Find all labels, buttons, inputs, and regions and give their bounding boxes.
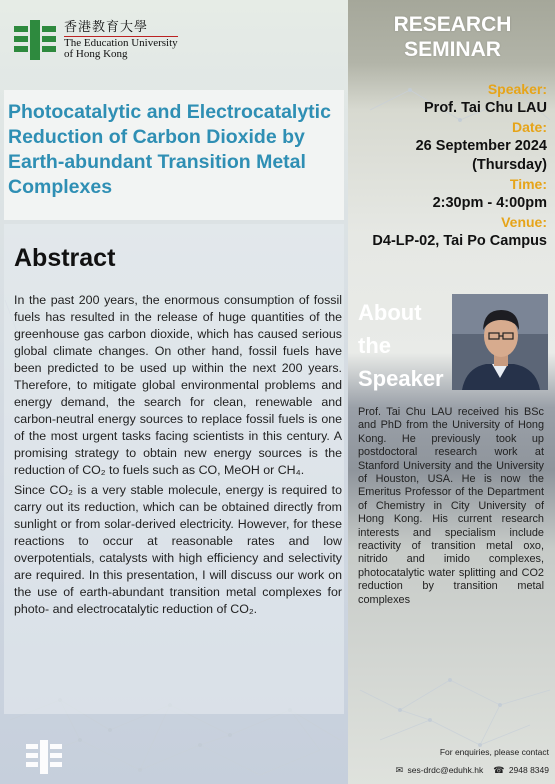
speaker-biography: Prof. Tai Chu LAU received his BSc and PhD from the University of Hong Kong. He previously took up postdoctoral research work at Stanford University and the University of Houston, USA. He is now the Emeritus Professor of the Department of Chemistry in City University of Hong Kong. His current research interests and specialism include reactivity of transition metal oxo, nitrido and imido complexes, photocatalytic water splitting and CO2 reduction by transition metal complexes <box>358 406 544 606</box>
abstract-heading: Abstract <box>14 244 116 272</box>
weekday-value: (Thursday) <box>472 157 547 173</box>
footer-logo <box>26 738 70 783</box>
phone-contact <box>493 765 549 776</box>
speaker-photo <box>452 294 548 390</box>
time-label: Time: <box>509 176 547 192</box>
seminar-title: Photocatalytic and Electrocatalytic Reduction of Carbon Dioxide by Earth-abundant Transition Metal Complexes <box>8 101 331 198</box>
time-value: 2:30pm - 4:00pm <box>432 195 547 211</box>
university-name-english-line2: of Hong Kong <box>64 48 128 61</box>
email-address: ses-drdc@eduhk.hk <box>407 765 484 775</box>
phone-icon: ☎ <box>493 765 505 775</box>
contact-info <box>396 765 549 776</box>
university-name-chinese: 香港教育大學 <box>64 19 149 34</box>
about-speaker-heading <box>358 296 444 395</box>
seminar-details <box>347 80 547 251</box>
banner-line-seminar: SEMINAR <box>404 38 501 61</box>
date-label: Date: <box>511 119 547 135</box>
enquiries-text: For enquiries, please contact <box>439 747 549 757</box>
speaker-label: Speaker: <box>487 81 547 97</box>
title-panel <box>4 90 344 220</box>
research-seminar-banner <box>350 12 555 62</box>
university-logo <box>14 20 178 61</box>
abstract-paragraph-1: In the past 200 years, the enormous consumption of fossil fuels has resulted in the release of huge quantities of the greenhouse gas carbon dioxide, which has caused serious global climate changes. On other hand, fossil fuels have been predicted to be used up within the next 200 years. Therefore, to mitigate global environmental problems and energy demand, the search for clean, renewable and carbon-neutral energy sources to replace fossil fuels is one of the most urgent tasks facing scientists in this century. A promising strategy to obtain new energy sources is the reduction of CO₂ to fuels such as CO, MeOH or CH₄. <box>14 293 342 477</box>
abstract-body <box>14 292 342 622</box>
banner-line-research: RESEARCH <box>393 13 512 36</box>
university-name-english-line1: The Education University <box>64 36 178 49</box>
abstract-paragraph-2: Since CO₂ is a very stable molecule, energy is required to carry out its reduction, which can be obtained directly from sunlight or from solar-derived electricity. However, for these reactions to occur at reasonable rates and low overpotentials, catalysts with high efficiency and selectivity are required. In this presentation, I will discuss our work on the use of earth-abundant transition metal complexes for photo- and electrocatalytic reduction of CO₂. <box>14 483 342 617</box>
venue-label: Venue: <box>501 214 547 230</box>
phone-number: 2948 8349 <box>508 765 549 775</box>
university-emblem-icon <box>14 20 58 60</box>
date-value: 26 September 2024 <box>415 138 547 154</box>
about-line-3: Speaker <box>358 366 444 391</box>
speaker-name: Prof. Tai Chu LAU <box>424 100 547 116</box>
email-icon: ✉ <box>395 765 404 775</box>
about-line-1: About <box>358 300 422 325</box>
venue-value: D4-LP-02, Tai Po Campus <box>372 233 547 249</box>
email-contact <box>396 765 484 776</box>
about-line-2: the <box>358 333 391 358</box>
